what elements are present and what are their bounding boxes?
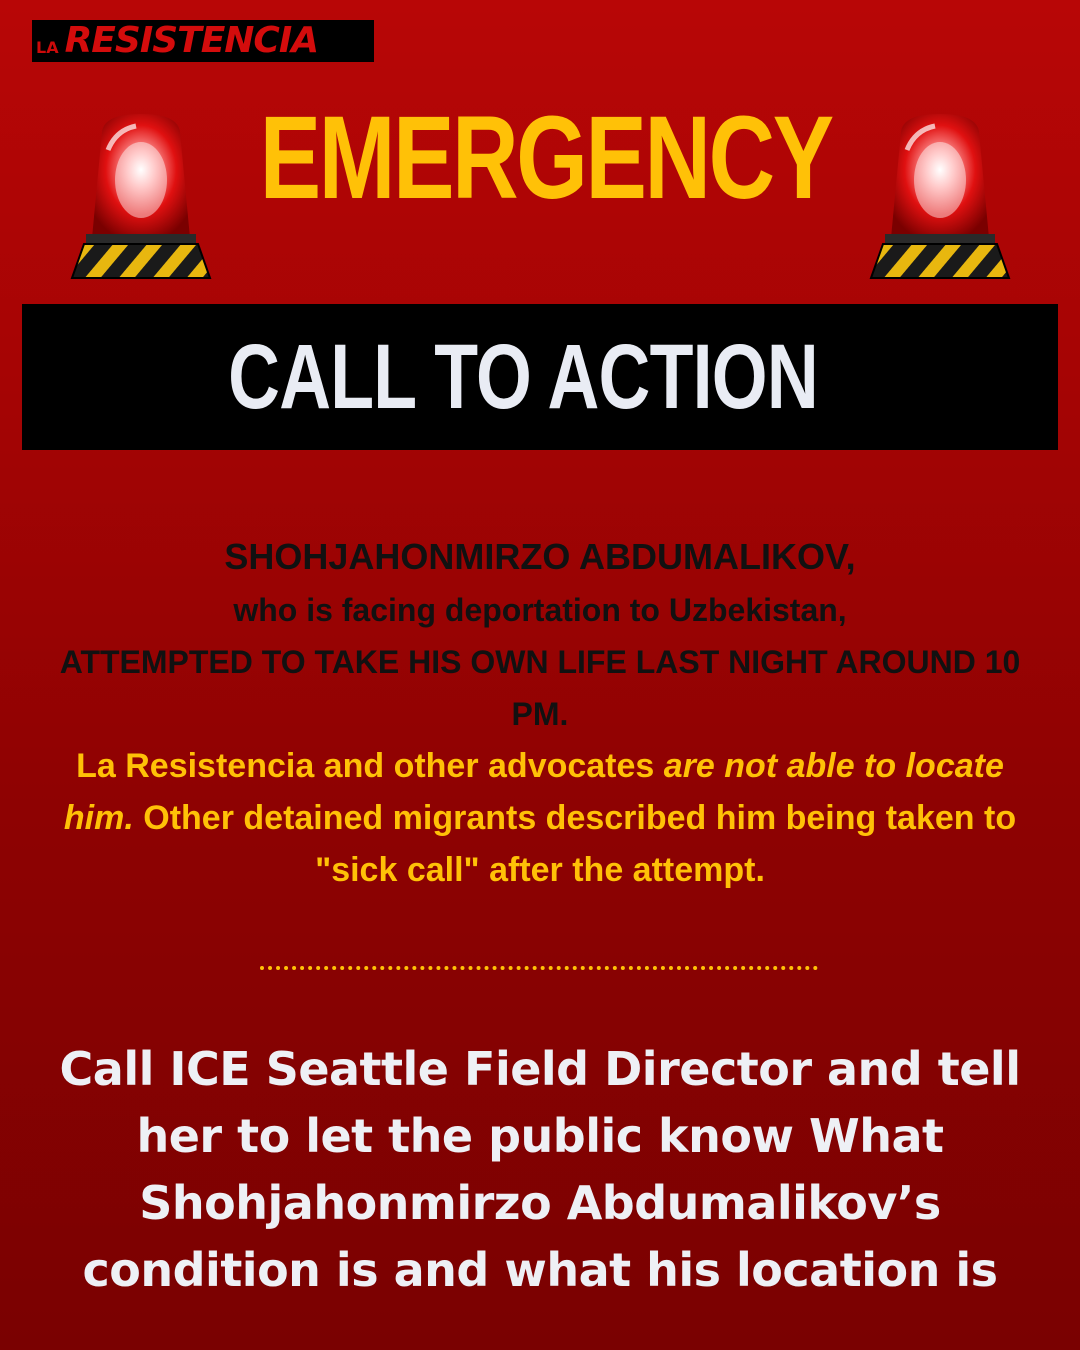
la-resistencia-logo <box>32 20 374 62</box>
call-to-action-label: CALL TO ACTION <box>228 326 818 428</box>
siren-icon <box>855 110 1025 285</box>
story-line-deportation: who is facing deportation to Uzbekistan, <box>233 592 847 628</box>
dotted-divider <box>260 966 818 970</box>
logo-prefix: LA <box>36 37 59 57</box>
detainee-name: SHOHJAHONMIRZO ABDUMALIKOV, <box>224 536 856 577</box>
story-advocates-paragraph <box>40 740 1040 896</box>
emergency-title-text: EMERGENCY <box>259 92 833 224</box>
call-ice-instruction: Call ICE Seattle Field Director and tell her to let the public know What Shohjahonmirzo Abdumalikov’s condition is and what his location is <box>59 1042 1021 1297</box>
story-advocates-text: La Resistencia and other advocates <box>76 747 655 785</box>
story-sick-call-text: Other detained migrants described him being taken to "sick call" after the attempt. <box>143 799 1017 889</box>
logo-name: RESISTENCIA <box>64 20 319 61</box>
story-block <box>40 530 1040 896</box>
story-line-attempt: ATTEMPTED TO TAKE HIS OWN LIFE LAST NIGHT AROUND 10 PM. <box>59 644 1021 732</box>
call-to-action-banner <box>22 304 1058 450</box>
story-emphasis: are not able to locate him. <box>63 747 1004 837</box>
emergency-title <box>228 88 864 228</box>
siren-icon <box>56 110 226 285</box>
